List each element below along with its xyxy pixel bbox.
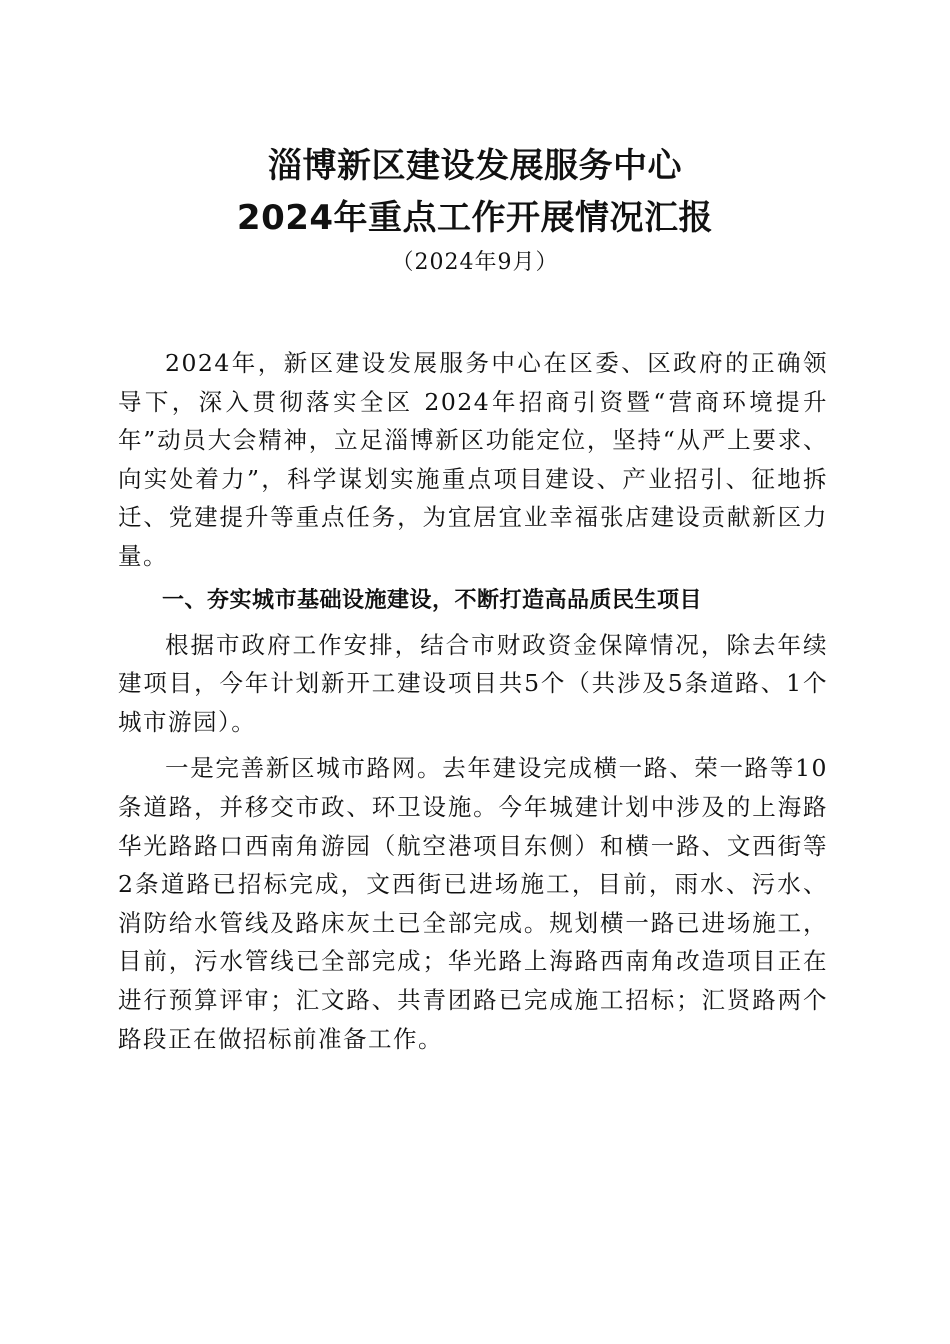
section-heading-1: 一、夯实城市基础设施建设，不断打造高品质民生项目 [162, 587, 703, 613]
document-body [118, 344, 828, 1058]
section-1-paragraph-1: 根据市政府工作安排，结合市财政资金保障情况，除去年续建项目，今年计划新开工建设项目共5个（共涉及5条道路、1个城市游园）。 [118, 630, 828, 736]
section-1-paragraph-2: 一是完善新区城市路网。去年建设完成横一路、荣一路等10条道路，并移交市政、环卫设施。今年城建计划中涉及的上海路华光路路口西南角游园（航空港项目东侧）和横一路、文西街等2条道路已招标完成，文西街已进场施工，目前，雨水、污水、消防给水管线及路床灰土已全部完成。规划横一路已进场施工，目前，污水管线已全部完成；华光路上海路西南角改造项目正在进行预算评审；汇文路、共青团路已完成施工招标；汇贤路两个路段正在做招标前准备工作。 [118, 754, 828, 1053]
title-block [0, 140, 950, 278]
document-title-line-2: 2024年重点工作开展情况汇报 [236, 198, 714, 238]
document-date: （2024年9月） [391, 250, 559, 275]
document-title-line-1: 淄博新区建设发展服务中心 [268, 146, 682, 186]
intro-paragraph: 2024年，新区建设发展服务中心在区委、区政府的正确领导下，深入贯彻落实全区 2024年招商引资暨“营商环境提升年”动员大会精神，立足淄博新区功能定位，坚持“从严上要求、向实处着力”，科学谋划实施重点项目建设、产业招引、征地拆迁、党建提升等重点任务，为宜居宜业幸福张店建设贡献新区力量。 [118, 349, 828, 570]
